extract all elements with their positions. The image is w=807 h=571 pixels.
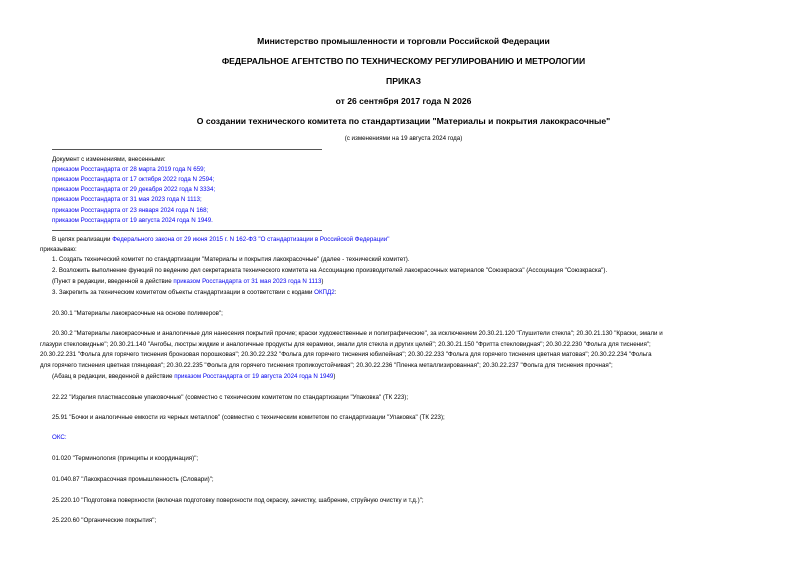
oks-item: 25.220.10 "Подготовка поверхности (включая подготовку поверхности под окраску, зачистку, шабрение, струйную очистку и т.д.)"; (52, 497, 424, 504)
amendment-link[interactable]: приказом Росстандарта от 31 мая 2023 года N 1113; (52, 196, 202, 203)
amendment-link[interactable]: приказом Росстандарта от 17 октября 2022 года N 2594; (52, 176, 215, 183)
code-item: 22.22 "Изделия пластмассовые упаковочные" (совместно с техническим комитетом по стандартизации "Упаковка" (ТК 223); (52, 394, 409, 401)
amendment-link[interactable]: приказом Росстандарта от 19 августа 2024 года N 1949. (52, 217, 213, 224)
top-divider (52, 149, 322, 150)
note-text: ) (321, 278, 324, 285)
code-item: 20.30.1 "Материалы лакокрасочные на основе полимеров"; (52, 310, 223, 317)
amendment-reference-link[interactable]: приказом Росстандарта от 19 августа 2024 года N 1949 (174, 373, 334, 380)
doc-type-heading: ПРИКАЗ (386, 76, 421, 86)
clause-text: 3. Закрепить за техническим комитетом объекты стандартизации в соответствии с кодами (52, 289, 315, 296)
agency-heading: ФЕДЕРАЛЬНОЕ АГЕНТСТВО ПО ТЕХНИЧЕСКОМУ РЕГУЛИРОВАНИЮ И МЕТРОЛОГИИ (221, 56, 586, 66)
code-item-continued: для горячего тиснения цветная глянцевая"; 20.30.22.235 "Фольга для горячего тиснения тропикоустойчивая"; 20.30.22.236 "Пленка металлизированная"; 20.30.22.237 "Фольга для тиснения прочная"; (40, 362, 613, 369)
clause-1: 1. Создать технический комитет по стандартизации "Материалы и покрытия лакокрасочные" (далее - технический комитет). (52, 256, 410, 263)
preamble-text: В целях реализации (52, 236, 113, 243)
code-item: 25.91 "Бочки и аналогичные емкости из черных металлов" (совместно с техническим комитетом по стандартизации "Упаковка" (ТК 223); (52, 414, 445, 421)
date-number-heading: от 26 сентября 2017 года N 2026 (335, 96, 472, 106)
code-item-continued: глазури стекловидные"; 20.30.21.140 "Ангобы, люстры жидкие и аналогичные продукты для керамики, эмали для стекла и других целей"; 20.30.21.150 "Фритта стекловидная"; 20.30.22.230 "Фольга для тиснения"; (40, 341, 651, 348)
preamble-paragraph (52, 236, 389, 243)
oks-item: 25.220.60 "Органические покрытия"; (52, 517, 157, 524)
bottom-divider (52, 230, 322, 231)
amendment-reference-link[interactable]: приказом Росстандарта от 31 мая 2023 года N 1113 (173, 278, 322, 285)
oks-item: 01.040.87 "Лакокрасочная промышленность (Словари)"; (52, 476, 214, 483)
code-item: 20.30.2 "Материалы лакокрасочные и аналогичные для нанесения покрытий прочие; краски художественные и полиграфические", за исключением 20.30.21.120 "Глушители стекла"; 20.30.21.130 "Краски, эмали и (52, 330, 663, 337)
clause-3 (52, 289, 336, 296)
code-item-continued: 20.30.22.231 "Фольга для горячего тиснения бронзовая порошковая"; 20.30.22.232 "Фольга для горячего тиснения юбилейная"; 20.30.22.233 "Фольга для горячего тиснения цветная матовая"; 20.30.22.234 "Фольга (40, 351, 652, 358)
amendment-link[interactable]: приказом Росстандарта от 28 марта 2019 года N 659; (52, 166, 206, 173)
clause-2-note (52, 278, 323, 285)
clause-text: : (334, 289, 337, 296)
federal-law-link[interactable]: Федерального закона от 29 июня 2015 г. N 162-ФЗ "О стандартизации в Российской Федерации" (112, 236, 390, 243)
document-title: О создании технического комитета по стандартизации "Материалы и покрытия лакокрасочные" (196, 116, 611, 126)
code-item-note (52, 373, 335, 380)
edition-note: (с изменениями на 19 августа 2024 года) (344, 135, 463, 142)
oks-item: 01.020 "Терминология (принципы и координация)"; (52, 455, 199, 462)
ministry-heading: Министерство промышленности и торговли Российской Федерации (257, 36, 550, 46)
clause-2: 2. Возложить выполнение функций по ведению дел секретариата технического комитета на Ассоциацию производителей лакокрасочных материалов "Союзкраска" (Ассоциация "Союзкраска"). (52, 267, 608, 274)
note-text: (Абзац в редакции, введенной в действие (52, 373, 175, 380)
note-text: (Пункт в редакции, введенной в действие (52, 278, 174, 285)
amendment-link[interactable]: приказом Росстандарта от 23 января 2024 года N 168; (52, 207, 209, 214)
okpd2-link[interactable]: ОКПД2 (314, 289, 335, 296)
amendment-link[interactable]: приказом Росстандарта от 29 декабря 2022 года N 3334; (52, 186, 216, 193)
note-text: ) (333, 373, 336, 380)
amendments-intro: Документ с изменениями, внесенными: (52, 156, 166, 163)
orders-text: приказываю: (40, 246, 77, 253)
oks-link[interactable]: ОКС: (52, 434, 67, 441)
